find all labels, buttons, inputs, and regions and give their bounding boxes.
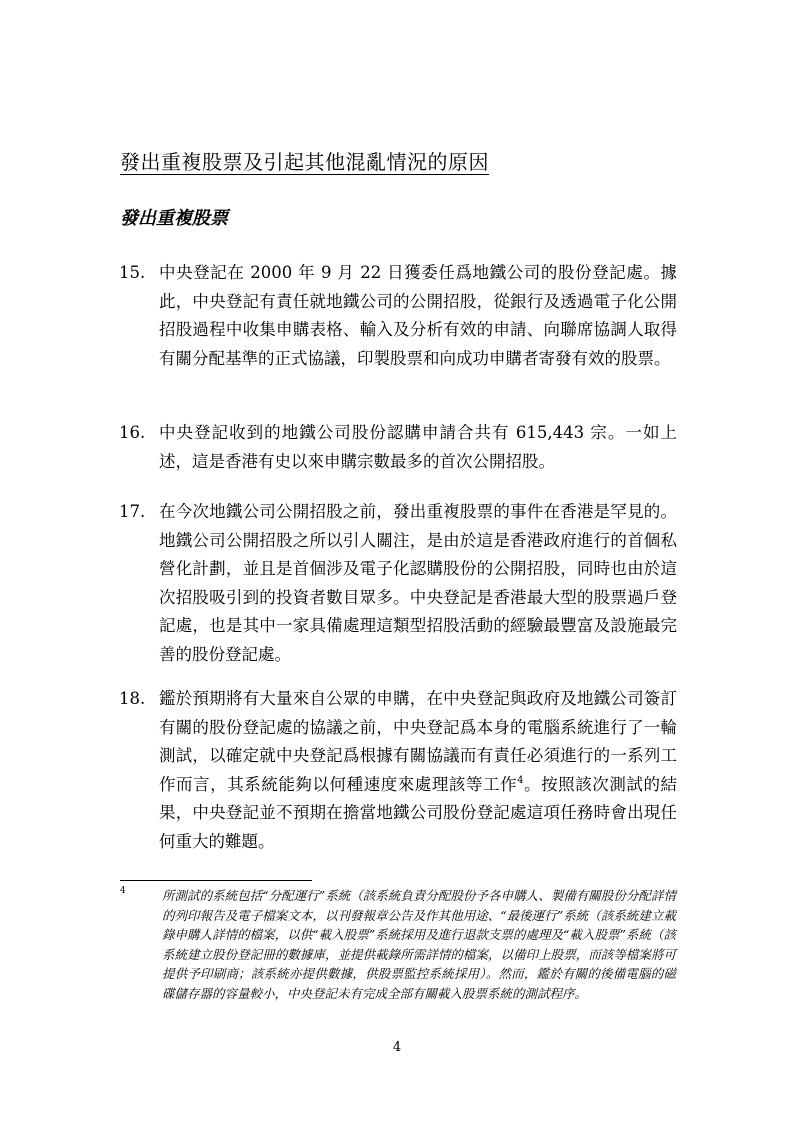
paragraph-number: 18. xyxy=(119,689,146,708)
paragraph-text: 中央登記收到的地鐵公司股份認購申請合共有 615,443 宗。一如上述，這是香港有史以來申購宗數最多的首次公開招股。 xyxy=(159,423,677,471)
paragraph-text-part-1: 鑑於預期將有大量來自公眾的申購，在中央登記與政府及地鐵公司簽訂有關的股份登記處的協議之前，中央登記爲本身的電腦系統進行了一輪測試，以確定就中央登記爲根據有關協議而有責任必須進行的一系列工作而言，其系統能夠以何種速度來處理該等工作 xyxy=(159,689,677,794)
paragraph-number: 16. xyxy=(119,423,146,442)
footnote xyxy=(120,886,676,1003)
footnote-divider xyxy=(120,880,312,881)
section-heading: 發出重複股票及引起其他混亂情況的原因 xyxy=(120,150,489,174)
footnote-text: 所測試的系統包括“分配運行”系統（該系統負責分配股份予各申購人、製備有關股份分配詳情的列印報告及電子檔案文本，以刊發報章公告及作其他用途、“最後運行”系統（該系統建立載錄申購人詳情的檔案，以供“載入股票”系統採用及進行退款支票的處理及“載入股票”系統（該系統建立股份登記冊的數據庫，並提供載錄所需詳情的檔案，以備印上股票，而該等檔案將可提供予印刷商；該系統亦提供數據，供股票監控系統採用）。然而，鑑於有關的後備電腦的磁碟儲存器的容量較小，中央登記未有完成全部有關載入股票系統的測試程序。 xyxy=(162,888,676,1001)
footnote-mark: 4 xyxy=(120,886,126,896)
paragraph-text: 在今次地鐵公司公開招股之前，發出重複股票的事件在香港是罕見的。地鐵公司公開招股之所以引人關注，是由於這是香港政府進行的首個私營化計劃，並且是首個涉及電子化認購股份的公開招股，同時也由於這次招股吸引到的投資者數目眾多。中央登記是香港最大型的股票過戶登記處，也是其中一家具備處理這類型招股活動的經驗最豐富及設施最完善的股份登記處。 xyxy=(159,502,677,664)
paragraph-17 xyxy=(119,498,677,669)
page-number: 4 xyxy=(392,1040,402,1055)
subsection-heading: 發出重複股票 xyxy=(120,208,228,229)
paragraph-number: 17. xyxy=(119,502,146,521)
paragraph-16 xyxy=(119,419,677,476)
paragraph-text-part-2: 。按照該次測試的結果，中央登記並不預期在擔當地鐵公司股份登記處這項任務時會出現任何重大的難題。 xyxy=(159,774,678,851)
footnote-reference[interactable]: 4 xyxy=(517,774,524,786)
paragraph-18 xyxy=(119,685,677,856)
paragraph-text: 中央登記在 2000 年 9 月 22 日獲委任爲地鐵公司的股份登記處。據此，中央登記有責任就地鐵公司的公開招股，從銀行及透過電子化公開招股過程中收集申購表格、輸入及分析有效的申請、向聯席協調人取得有關分配基準的正式協議，印製股票和向成功申購者寄發有效的股票。 xyxy=(159,263,677,368)
paragraph-text xyxy=(159,685,677,856)
paragraph-15 xyxy=(119,259,677,373)
paragraph-number: 15. xyxy=(119,263,146,282)
